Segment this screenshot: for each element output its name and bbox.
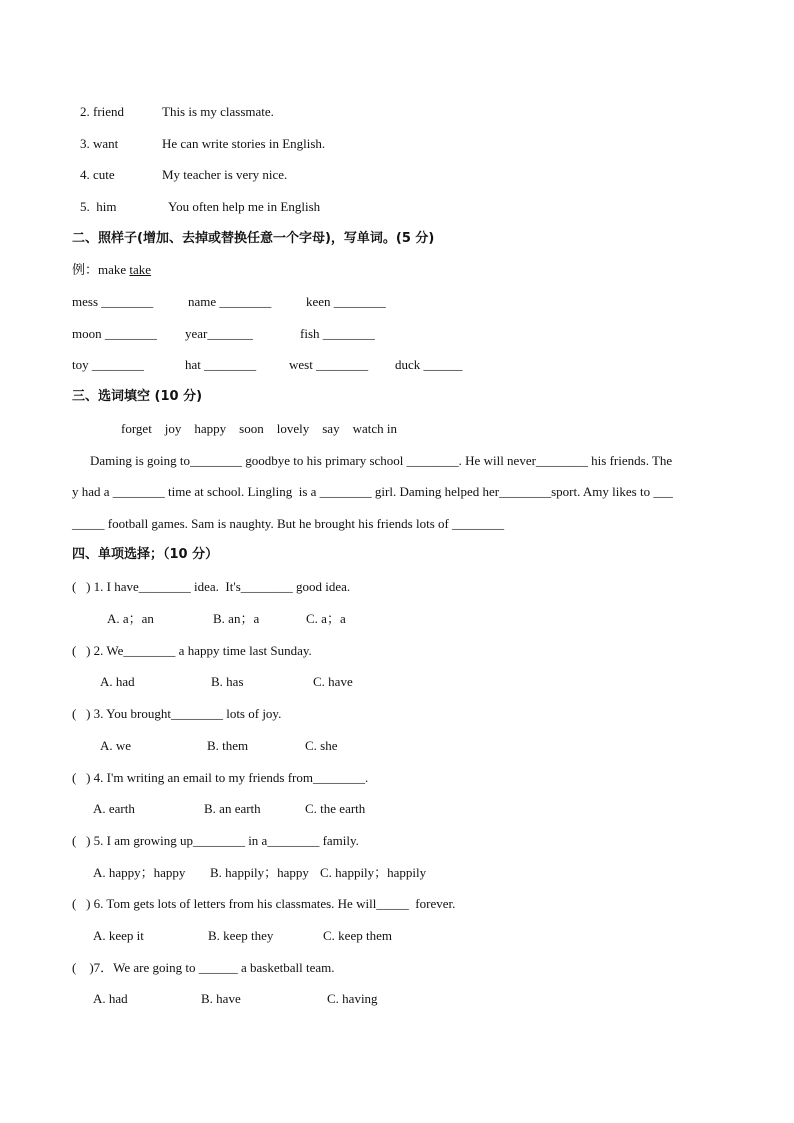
question: ( ) 4. I'm writing an email to my friends from________. [72,770,369,785]
option-b[interactable]: B. has [211,674,244,689]
option-a[interactable]: A. earth [93,801,135,816]
option-c[interactable]: C. happily；happily [320,865,427,880]
word-blank[interactable]: toy ________ [72,357,144,372]
option-b[interactable]: B. an；a [213,611,260,626]
word-blank[interactable]: hat ________ [185,357,257,372]
option-c[interactable]: C. having [327,991,378,1006]
word-blank[interactable]: moon ________ [72,326,157,341]
option-a[interactable]: A. had [93,991,128,1006]
word-blank[interactable]: year_______ [185,326,253,341]
section-heading: 二、照样子(增加、去掉或替换任意一个字母)，写单词。(5 分) [72,231,435,246]
item-word: 2. friend [80,104,125,119]
option-c[interactable]: C. a；a [306,611,346,626]
section-heading: 四、单项选择；（10 分） [72,547,219,562]
example-line [72,262,151,278]
word-blank[interactable]: keen ________ [306,294,386,309]
item-sentence: My teacher is very nice. [162,167,288,182]
question: ( ) 3. You brought________ lots of joy. [72,706,282,721]
word-blank[interactable]: mess ________ [72,294,154,309]
question: ( ) 2. We________ a happy time last Sunday. [72,643,312,658]
item-word: 3. want [80,136,119,151]
option-b[interactable]: B. keep they [208,928,274,943]
option-a[interactable]: A. keep it [93,928,144,943]
paragraph-line: _____ football games. Sam is naughty. But he brought his friends lots of ________ [72,516,505,531]
example-answer: take [129,262,152,277]
option-a[interactable]: A. we [100,738,132,753]
item-sentence: This is my classmate. [162,104,274,119]
word-blank[interactable]: name ________ [188,294,272,309]
option-c[interactable]: C. she [305,738,338,753]
item-word: 5. him [80,199,117,214]
word-blank[interactable]: fish ________ [300,326,375,341]
option-b[interactable]: B. have [201,991,241,1006]
question: ( ) 5. I am growing up________ in a________ family. [72,833,359,848]
option-b[interactable]: B. happily；happy [210,865,309,880]
item-word: 4. cute [80,167,115,182]
option-a[interactable]: A. had [100,674,135,689]
word-bank: forget joy happy soon lovely say watch in [121,421,397,436]
question: ( ) 1. I have________ idea. It's________ good idea. [72,579,351,594]
word-blank[interactable]: duck ______ [395,357,463,372]
item-sentence: You often help me in English [168,199,321,214]
paragraph-line: y had a ________ time at school. Lingling is a ________ girl. Daming helped her________sport. Amy likes to ___ [72,484,673,499]
example-prefix: 例：make [72,262,130,277]
section-heading: 三、选词填空 (10 分) [72,389,203,404]
option-b[interactable]: B. an earth [204,801,261,816]
paragraph-line: Daming is going to________ goodbye to his primary school ________. He will never________ his friends. The [90,453,673,468]
item-sentence: He can write stories in English. [162,136,326,151]
option-c[interactable]: C. the earth [305,801,366,816]
option-a[interactable]: A. happy；happy [93,865,186,880]
option-a[interactable]: A. a；an [107,611,154,626]
word-blank[interactable]: west ________ [289,357,369,372]
option-b[interactable]: B. them [207,738,249,753]
question: ( )7．We are going to ______ a basketball team. [72,960,335,975]
option-c[interactable]: C. have [313,674,353,689]
question: ( ) 6. Tom gets lots of letters from his classmates. He will_____ forever. [72,896,456,911]
option-c[interactable]: C. keep them [323,928,392,943]
